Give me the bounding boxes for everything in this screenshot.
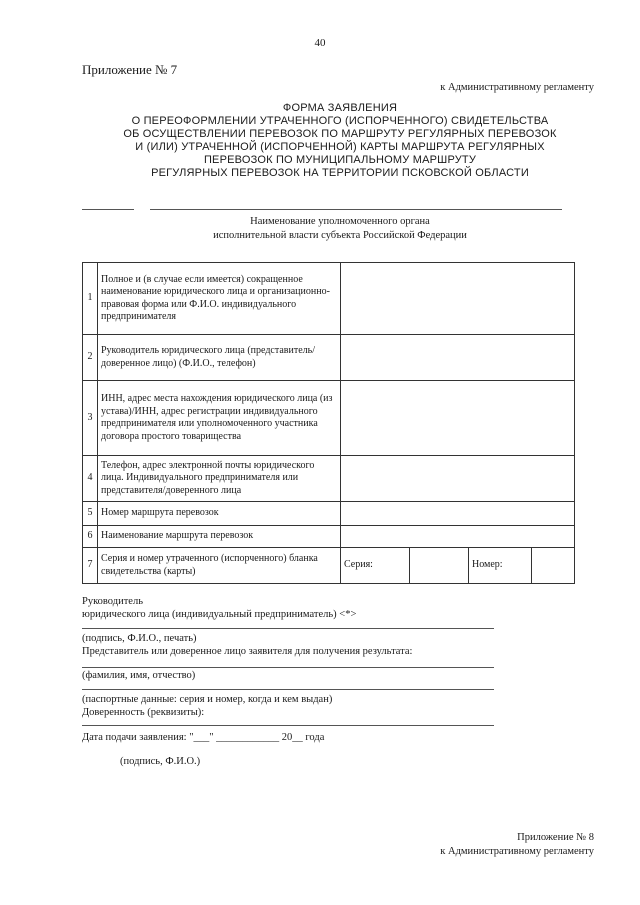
form-title-line: И (ИЛИ) УТРАЧЕННОЙ (ИСПОРЧЕННОЙ) КАРТЫ МАРШРУТА РЕГУЛЯРНЫХ <box>135 141 545 153</box>
form-title-line: ОБ ОСУЩЕСТВЛЕНИИ ПЕРЕВОЗОК ПО МАРШРУТУ РЕГУЛЯРНЫХ ПЕРЕВОЗОК <box>123 128 557 140</box>
form-title-line: ФОРМА ЗАЯВЛЕНИЯ <box>282 102 398 114</box>
authority-blank-line <box>150 209 562 210</box>
row-label: ИНН, адрес места нахождения юридического лица (из устава)/ИНН, адрес регистрации индивидуального предпринимателя или уполномоченного участника договора простого товарищества <box>98 381 341 456</box>
form-title-line: РЕГУЛЯРНЫХ ПЕРЕВОЗОК НА ТЕРРИТОРИИ ПСКОВСКОЙ ОБЛАСТИ <box>151 167 529 179</box>
head-label: Руководитель <box>82 596 143 607</box>
signature-caption: (подпись, Ф.И.О., печать) <box>82 633 197 644</box>
fio-caption: (фамилия, имя, отчество) <box>82 670 196 681</box>
next-appendix-title: Приложение № 8 <box>517 832 594 843</box>
number-label: Номер: <box>469 548 532 584</box>
power-of-attorney-label: Доверенность (реквизиты): <box>82 707 205 718</box>
fio-line <box>82 667 494 668</box>
representative-label: Представитель или доверенное лицо заявителя для получения результата: <box>82 646 413 657</box>
series-label: Серия: <box>341 548 410 584</box>
table-row <box>83 526 575 548</box>
row-value-field[interactable] <box>341 526 575 548</box>
row-label: Телефон, адрес электронной почты юридического лица. Индивидуального предпринимателя или представителя/доверенного лица <box>98 456 341 502</box>
authority-caption-line: Наименование уполномоченного органа <box>250 216 430 227</box>
row-value-field[interactable] <box>341 456 575 502</box>
form-title-line: О ПЕРЕОФОРМЛЕНИИ УТРАЧЕННОГО (ИСПОРЧЕННОГО) СВИДЕТЕЛЬСТВА <box>131 115 549 127</box>
power-of-attorney-line <box>82 725 494 726</box>
row-value-field[interactable] <box>341 381 575 456</box>
number-field[interactable] <box>532 548 575 584</box>
row-number: 3 <box>83 381 98 456</box>
page-number: 40 <box>314 37 326 49</box>
row-label: Серия и номер утраченного (испорченного) бланка свидетельства (карты) <box>98 548 341 584</box>
row-number: 6 <box>83 526 98 548</box>
regulation-reference: к Административному регламенту <box>440 82 594 93</box>
table-row <box>83 335 575 381</box>
next-regulation-reference: к Административному регламенту <box>440 846 594 857</box>
row-number: 2 <box>83 335 98 381</box>
signature-caption: (подпись, Ф.И.О.) <box>120 756 201 767</box>
form-title <box>80 102 600 180</box>
appendix-title: Приложение № 7 <box>82 62 178 77</box>
row-label: Полное и (в случае если имеется) сокращенное наименование юридического лица и организационно-правовая форма или Ф.И.О. индивидуального предпринимателя <box>98 263 341 335</box>
table-row <box>83 502 575 526</box>
authority-caption-line: исполнительной власти субъекта Российской Федерации <box>213 230 467 241</box>
row-value-field[interactable] <box>341 263 575 335</box>
table-row <box>83 548 575 584</box>
row-number: 4 <box>83 456 98 502</box>
authority-caption <box>140 215 540 243</box>
row-label: Наименование маршрута перевозок <box>98 526 341 548</box>
row-number: 1 <box>83 263 98 335</box>
passport-line <box>82 689 494 690</box>
passport-caption: (паспортные данные: серия и номер, когда и кем выдан) <box>82 694 333 705</box>
row-number: 7 <box>83 548 98 584</box>
submission-date: Дата подачи заявления: "___" ____________ 20__ года <box>82 732 325 743</box>
table-row <box>83 381 575 456</box>
head-sublabel: юридического лица (индивидуальный предприниматель) <*> <box>82 609 357 620</box>
row-value-field[interactable] <box>341 335 575 381</box>
form-title-line: ПЕРЕВОЗОК ПО МУНИЦИПАЛЬНОМУ МАРШРУТУ <box>203 154 477 166</box>
row-value-field[interactable] <box>341 502 575 526</box>
table-row <box>83 456 575 502</box>
signature-line <box>82 628 494 629</box>
series-field[interactable] <box>410 548 469 584</box>
table-row <box>83 263 575 335</box>
blank-line <box>82 209 134 210</box>
row-number: 5 <box>83 502 98 526</box>
row-label: Руководитель юридического лица (представитель/доверенное лицо) (Ф.И.О., телефон) <box>98 335 341 381</box>
row-label: Номер маршрута перевозок <box>98 502 341 526</box>
application-table <box>82 262 575 584</box>
